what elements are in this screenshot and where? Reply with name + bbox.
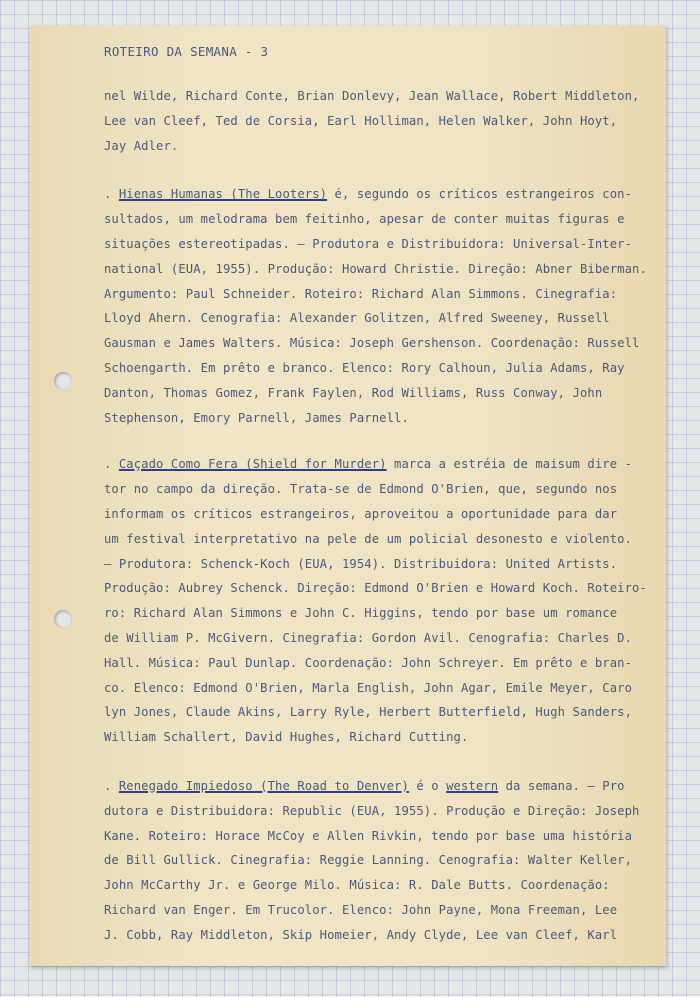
text-line: Lloyd Ahern. Cenografia: Alexander Golitzen, Alfred Sweeney, Russell	[104, 311, 610, 326]
text-line: Hall. Música: Paul Dunlap. Coordenação: John Schreyer. Em prêto e bran-	[104, 655, 633, 670]
text-line: de Bill Gullick. Cinegrafia: Reggie Lanning. Cenografia: Walter Keller,	[104, 853, 633, 868]
text-line: ro: Richard Alan Simmons e John C. Higgins, tendo por base um romance	[104, 606, 618, 621]
text-line: national (EUA, 1955). Produção: Howard Christie. Direção: Abner Biberman.	[104, 261, 647, 276]
film-title: Caçado Como Fera (Shield for Murder)	[118, 457, 387, 472]
text-fragment: é o	[408, 778, 447, 793]
text-line: John McCarthy Jr. e George Milo. Música: R. Dale Butts. Coordenação:	[104, 878, 610, 893]
paragraph-hienas-humanas	[104, 182, 652, 430]
text-line: Kane. Roteiro: Horace McCoy e Allen Rivkin, tendo por base uma história	[104, 828, 633, 843]
text-line: nel Wilde, Richard Conte, Brian Donlevy, Jean Wallace, Robert Middleton,	[104, 89, 640, 103]
text-line: Richard van Enger. Em Trucolor. Elenco: John Payne, Mona Freeman, Lee	[104, 902, 618, 917]
text-line: . Renegado Impiedoso (The Road to Denver) é o western da semana. — Pro	[104, 778, 625, 793]
paragraph-cast-continuation	[104, 84, 652, 158]
text-line: Lee van Cleef, Ted de Corsia, Earl Holliman, Helen Walker, John Hoyt,	[104, 113, 618, 128]
text-line: dutora e Distribuidora: Republic (EUA, 1955). Produção e Direção: Joseph	[104, 803, 640, 818]
paragraph-cacado-como-fera	[104, 452, 652, 750]
text-line: . Caçado Como Fera (Shield for Murder) marca a estréia de maisum dire -	[104, 457, 633, 472]
page-header: ROTEIRO DA SEMANA - 3	[104, 44, 269, 59]
text-line: situações estereotipadas. — Produtora e Distribuidora: Universal-Inter-	[104, 236, 633, 251]
text-line: um festival interpretativo na pele de um policial desonesto e violento.	[104, 531, 633, 546]
text-line: Stephenson, Emory Parnell, James Parnell.	[104, 410, 409, 425]
text-line: Argumento: Paul Schneider. Roteiro: Richard Alan Simmons. Cinegrafia:	[104, 286, 618, 301]
text-line: informam os críticos estrangeiros, aproveitou a oportunidade para dar	[104, 506, 618, 521]
text-line: . Hienas Humanas (The Looters) é, segundo os críticos estrangeiros con-	[104, 187, 633, 202]
text-line: Jay Adler.	[104, 138, 179, 153]
text-line: Schoengarth. Em prêto e branco. Elenco: Rory Calhoun, Julia Adams, Ray	[104, 360, 625, 375]
film-title: Renegado Impiedoso (The Road to Denver)	[118, 778, 409, 793]
genre-term: western	[446, 778, 499, 793]
text-line: Gausman e James Walters. Música: Joseph Gershenson. Coordenação: Russell	[104, 336, 640, 351]
punch-hole	[54, 372, 72, 390]
typewritten-page	[30, 26, 666, 966]
page-body	[104, 84, 652, 948]
text-line: Produção: Aubrey Schenck. Direção: Edmond O'Brien e Howard Koch. Roteiro-	[104, 581, 647, 596]
paragraph-renegado-impiedoso	[104, 774, 652, 948]
text-fragment: é, segundo os críticos estrangeiros con-	[327, 187, 633, 202]
text-fragment: da semana. — Pro	[498, 778, 625, 793]
text-line: — Produtora: Schenck-Koch (EUA, 1954). Distribuidora: United Artists.	[104, 556, 618, 571]
text-line: lyn Jones, Claude Akins, Larry Ryle, Herbert Butterfield, Hugh Sanders,	[104, 705, 633, 720]
punch-hole	[54, 610, 72, 628]
text-line: sultados, um melodrama bem feitinho, apesar de conter muitas figuras e	[104, 212, 625, 227]
text-line: Danton, Thomas Gomez, Frank Faylen, Rod Williams, Russ Conway, John	[104, 385, 603, 400]
text-line: co. Elenco: Edmond O'Brien, Marla English, John Agar, Emile Meyer, Caro	[104, 680, 633, 695]
text-line: J. Cobb, Ray Middleton, Skip Homeier, Andy Clyde, Lee van Cleef, Karl	[104, 927, 618, 942]
text-line: tor no campo da direção. Trata-se de Edmond O'Brien, que, segundo nos	[104, 482, 618, 497]
text-fragment: marca a estréia de maisum dire -	[386, 457, 633, 472]
text-line: William Schallert, David Hughes, Richard Cutting.	[104, 730, 469, 745]
film-title: Hienas Humanas (The Looters)	[118, 187, 328, 202]
text-line: de William P. McGivern. Cinegrafia: Gordon Avil. Cenografia: Charles D.	[104, 630, 633, 645]
